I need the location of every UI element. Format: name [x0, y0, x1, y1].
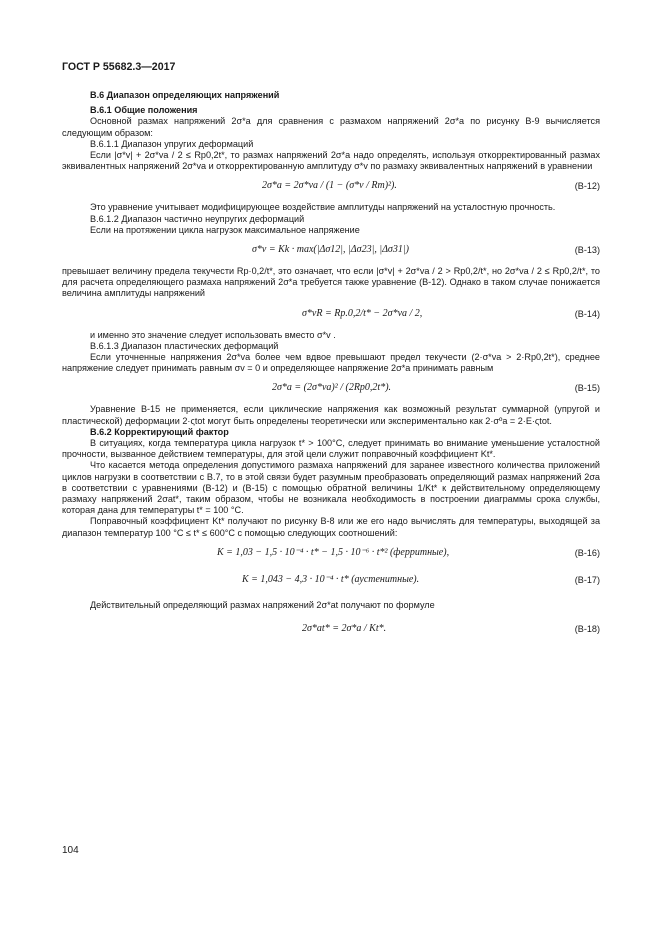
section-b62-para2: Что касается метода определения допустимого размаха напряжений для заранее известного количества приложений циклов нагрузки в соответствии с В.7, то в этой связи будет разумным преобразовать определяющий размах напряжений 2σa в соответствии с уравнениями (В-12) и (В-15) с помощью обратной величины 1/Kt* к действительному определяющему размаху напряжений 2σat*, таким образом, чтобы не возникала необходимость в построении диаграммы срока службы, которая дана для температуры t* = 100 °С. [62, 460, 600, 516]
equation-b18-formula: 2σ*at* = 2σ*a / Kt*. [302, 623, 387, 635]
equation-b12 [62, 175, 600, 199]
text-after-b13: превышает величину предела текучести Rp·0,2/t*, это означает, что если |σ*v| + 2σ*va / 2 > Rp0,2/t*, но 2σ*va / 2 ≤ Rp0,2/t*, то для расчета определяющего размаха напряжений 2σ*a требуется также уравнение (В-12). Однако в таком случае понижается величина амплитуды напряжений [62, 266, 600, 299]
section-b62-para4: Действительный определяющий размах напряжений 2σ*at получают по формуле [90, 599, 435, 610]
equation-b16 [62, 542, 600, 566]
equation-b17 [62, 569, 600, 593]
equation-b14-number: (В-14) [574, 308, 600, 319]
section-b61-text: Основной размах напряжений 2σ*a для сравнения с размахом напряжений 2σ*a по рисунку В-9 вычисляется следующим образом: [62, 116, 600, 138]
equation-b15 [62, 377, 600, 401]
section-b62-para1: В ситуациях, когда температура цикла нагрузок t* > 100°С, следует принимать во внимание уменьшение усталостной прочности, вызванное действием температуры, для этой цели служит поправочный коэффициент Kt*. [62, 438, 600, 460]
text-after-b15: Уравнение В-15 не применяется, если циклические напряжения как возможный результат суммарной (упругой и пластической) деформации 2·ςtot могут быть определены теоретически или экспериментально как 2·σºa = 2·E·ςtot. [62, 404, 600, 426]
section-b62-para3: Поправочный коэффициент Kt* получают по рисунку В-8 или же его надо вычислять для температуры, выходящей за диапазон температур 100 °С ≤ t* ≤ 600°С с помощью следующих соотношений: [62, 516, 600, 538]
page-number: 104 [62, 845, 79, 856]
section-b613-title: В.6.1.3 Диапазон пластических деформаций [90, 340, 279, 351]
section-b611-title: В.6.1.1 Диапазон упругих деформаций [90, 138, 254, 149]
equation-b15-formula: 2σ*a = (2σ*va)² / (2Rp0,2t*). [272, 382, 392, 394]
section-b6-title: В.6 Диапазон определяющих напряжений [90, 90, 280, 100]
text-after-b14: и именно это значение следует использовать вместо σ*v . [90, 329, 336, 340]
section-b612-title: В.6.1.2 Диапазон частично неупругих деформаций [90, 213, 305, 224]
section-b613-text: Если уточненные напряжения 2σ*va более чем вдвое превышают предел текучести (2·σ*va > 2·Rp0,2t*), среднее напряжение следует принимать равным σv = 0 и определяющее напряжение 2σ*a принимать равным [62, 352, 600, 374]
equation-b14-formula: σ*vR = Rp.0,2/t* − 2σ*va / 2, [302, 307, 423, 319]
equation-b14 [62, 303, 600, 327]
section-b62-title: В.6.2 Корректирующий фактор [90, 426, 229, 437]
document-header: ГОСТ Р 55682.3—2017 [62, 61, 176, 73]
equation-b13-number: (В-13) [574, 245, 600, 256]
equation-b17-formula: K = 1,043 − 4,3 · 10⁻⁴ · t* (аустенитные). [242, 573, 420, 585]
equation-b12-number: (В-12) [574, 181, 600, 192]
section-b611-text: Если |σ*v| + 2σ*va / 2 ≤ Rp0,2t*, то размах напряжений 2σ*a надо определять, используя откорректированный размах эквивалентных напряжений 2σ*va и откорректированную амплитуду σ*v по размаху эквивалентных напряжений в уравнении [62, 150, 600, 172]
equation-b17-number: (В-17) [574, 574, 600, 585]
equation-b16-formula: K = 1,03 − 1,5 · 10⁻⁴ · t* − 1,5 · 10⁻⁶ · t*² (ферритные), [217, 546, 450, 558]
equation-b18-number: (В-18) [574, 624, 600, 635]
section-b612-text: Если на протяжении цикла нагрузок максимальное напряжение [90, 224, 360, 235]
equation-b13 [62, 239, 600, 263]
text-after-b12: Это уравнение учитывает модифицирующее воздействие амплитуды напряжений на усталостную прочность. [90, 202, 556, 213]
equation-b12-formula: 2σ*a = 2σ*va / (1 − (σ*v / Rm)²). [262, 180, 397, 192]
equation-b18 [62, 614, 600, 644]
equation-b16-number: (В-16) [574, 547, 600, 558]
equation-b13-formula: σ*v = Kk · max(|Δσ12|, |Δσ23|, |Δσ31|) [252, 244, 409, 256]
page-body [62, 90, 600, 647]
equation-b15-number: (В-15) [574, 383, 600, 394]
section-b61-title: В.6.1 Общие положения [90, 105, 198, 116]
